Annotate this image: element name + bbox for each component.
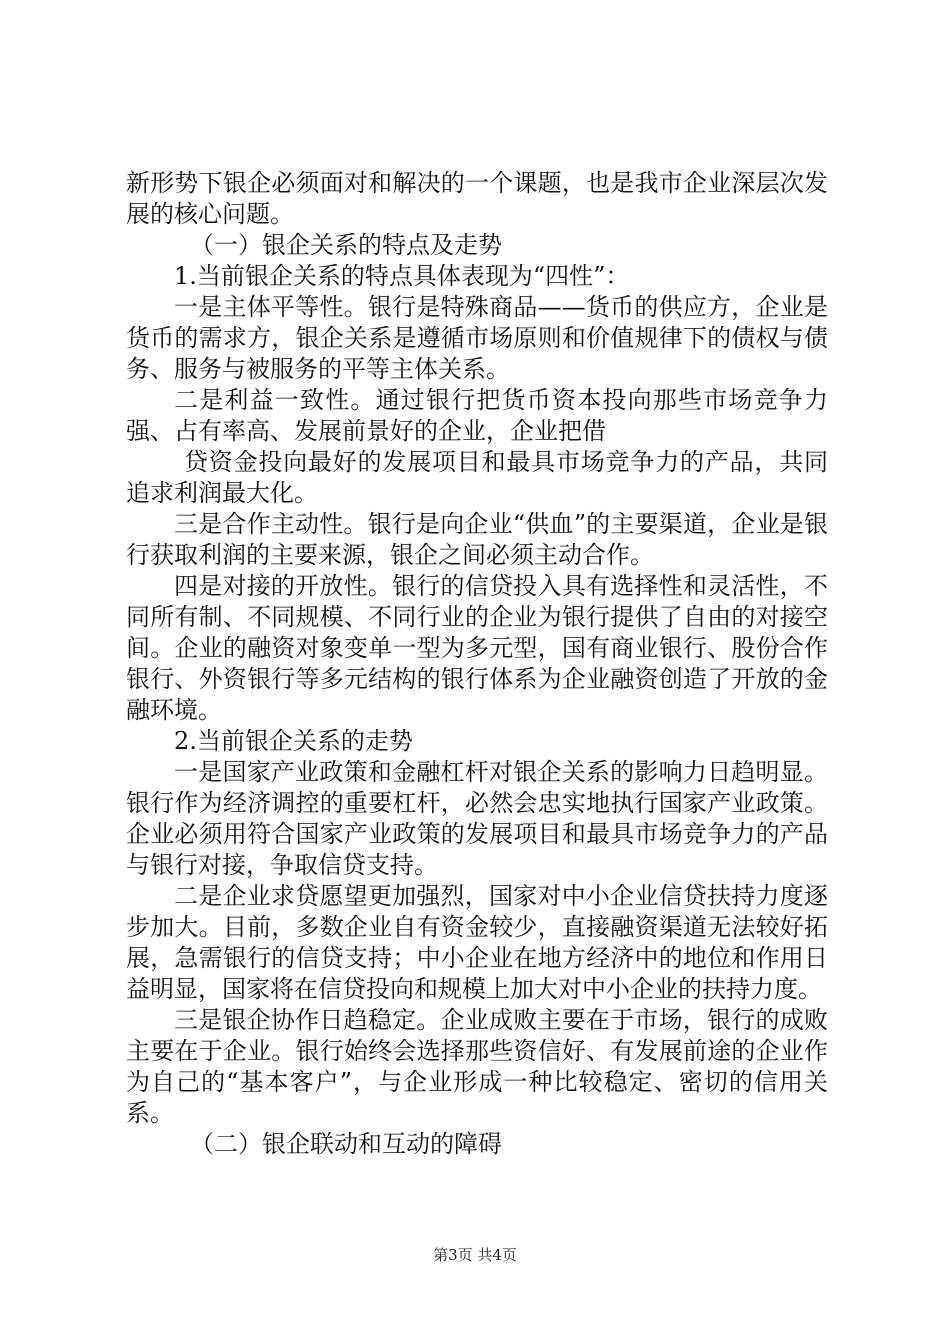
paragraph-equality: 一是主体平等性。银行是特殊商品——货币的供应方，企业是货币的需求方，银企关系是遵循市场原则和价值规律下的债权与债务、服务与被服务的平等主体关系。 — [126, 293, 828, 383]
subsection-heading-trends: 2.当前银企关系的走势 — [174, 727, 413, 755]
paragraph-trend-credit: 二是企业求贷愿望更加强烈，国家对中小企业信贷扶持力度逐步加大。目前，多数企业自有资金较少，直接融资渠道无法较好拓展，急需银行的信贷支持；中小企业在地方经济中的地位和作用日益明显，国家将在信贷投向和规模上加大对中小企业的扶持力度。 — [126, 882, 828, 1003]
section-heading-2: （二）银企联动和互动的障碍 — [190, 1130, 502, 1158]
document-body — [126, 168, 828, 1160]
subsection-heading-features: 1.当前银企关系的特点具体表现为“四性”： — [174, 262, 630, 290]
paragraph-cooperation: 三是合作主动性。银行是向企业“供血”的主要渠道，企业是银行获取利润的主要来源，银企之间必须主动合作。 — [126, 510, 828, 569]
paragraph-continuation: 新形势下银企必须面对和解决的一个课题，也是我市企业深层次发展的核心问题。 — [126, 169, 828, 228]
page-footer: 第3页 共4页 — [433, 1246, 517, 1264]
paragraph-openness: 四是对接的开放性。银行的信贷投入具有选择性和灵活性，不同所有制、不同规模、不同行业的企业为银行提供了自由的对接空间。企业的融资对象变单一型为多元型，国有商业银行、股份合作银行、外资银行等多元结构的银行体系为企业融资创造了开放的金融环境。 — [126, 572, 828, 724]
section-heading-1: （一）银企关系的特点及走势 — [190, 231, 502, 259]
paragraph-interest-continued: 贷资金投向最好的发展项目和最具市场竞争力的产品，共同追求利润最大化。 — [126, 448, 828, 507]
paragraph-trend-policy: 一是国家产业政策和金融杠杆对银企关系的影响力日趋明显。银行作为经济调控的重要杠杆，必然会忠实地执行国家产业政策。企业必须用符合国家产业政策的发展项目和最具市场竞争力的产品与银行对接，争取信贷支持。 — [126, 758, 828, 879]
paragraph-trend-stability: 三是银企协作日趋稳定。企业成败主要在于市场，银行的成败主要在于企业。银行始终会选择那些资信好、有发展前途的企业作为自己的“基本客户”，与企业形成一种比较稳定、密切的信用关系。 — [126, 1006, 828, 1127]
paragraph-interest: 二是利益一致性。通过银行把货币资本投向那些市场竞争力强、占有率高、发展前景好的企业，企业把借 — [126, 386, 828, 445]
